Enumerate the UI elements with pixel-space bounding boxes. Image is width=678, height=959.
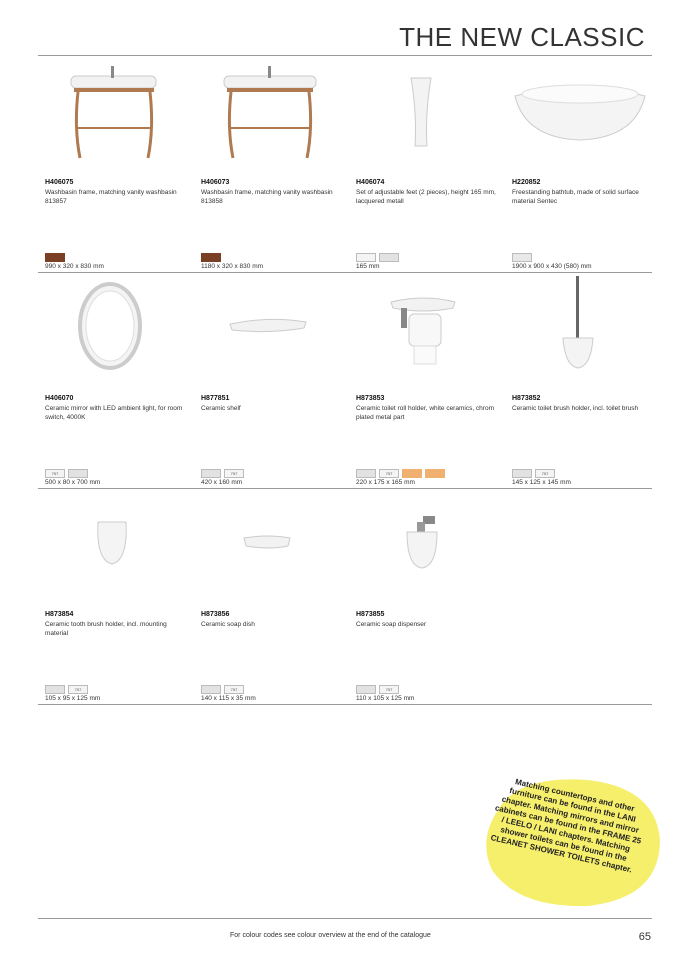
pedestal-foot-icon xyxy=(349,58,499,168)
colour-chip xyxy=(402,469,422,478)
colour-chip: 757 xyxy=(379,469,399,478)
page-title: THE NEW CLASSIC xyxy=(399,22,645,52)
colour-chip xyxy=(425,469,445,478)
colour-chips xyxy=(356,253,399,262)
product-description: Set of adjustable feet (2 pieces), height 165 mm, lacquered metall xyxy=(356,189,496,205)
product-description: Ceramic soap dispenser xyxy=(356,621,427,628)
washbasin-frame-icon xyxy=(38,58,188,168)
product-description: Ceramic toilet brush holder, incl. toilet brush xyxy=(512,405,639,412)
product-dimensions: 500 x 80 x 700 mm xyxy=(45,479,101,486)
product-dimensions: 420 x 160 mm xyxy=(201,479,243,486)
colour-chips xyxy=(201,685,244,694)
product-code: H406074 xyxy=(356,179,385,186)
product-dimensions: 145 x 125 x 145 mm xyxy=(512,479,571,486)
colour-chip: 757 xyxy=(535,469,555,478)
colour-chip xyxy=(356,253,376,262)
colour-chips xyxy=(45,253,65,262)
colour-chip xyxy=(201,685,221,694)
colour-chip xyxy=(45,253,65,262)
product-description: Freestanding bathtub, made of solid surface material Sentec xyxy=(512,189,639,205)
tooth-brush-holder-icon xyxy=(38,490,188,600)
colour-chips xyxy=(356,469,445,478)
product-dimensions: 165 mm xyxy=(356,263,380,270)
colour-chips xyxy=(512,253,532,262)
product-dimensions: 110 x 105 x 125 mm xyxy=(356,695,415,702)
colour-chip: 757 xyxy=(224,469,244,478)
product-code: H873853 xyxy=(356,395,385,402)
colour-chip xyxy=(201,469,221,478)
row-divider xyxy=(38,488,652,489)
product-description: Ceramic tooth brush holder, incl. mounting material xyxy=(45,621,167,637)
callout-text: Matching countertops and other furniture can be found in the LANI chapter. Matching mirrors and mirror cabinets can be found in the FRAME 25 / LEELO / LANI chapters. Matching shower toilets can be found in the CLEANET SHOWER TOILETS chapter. xyxy=(489,777,643,875)
toilet-roll-holder-icon xyxy=(349,274,499,384)
colour-chips xyxy=(356,685,399,694)
product-description: Ceramic mirror with LED ambient light, for room switch, 4000K xyxy=(45,405,183,421)
footer-note: For colour codes see colour overview at the end of the catalogue xyxy=(230,932,431,939)
row-divider xyxy=(38,704,652,705)
mirror-icon xyxy=(38,274,188,384)
product-dimensions: 220 x 175 x 165 mm xyxy=(356,479,415,486)
colour-chips xyxy=(201,469,244,478)
washbasin-frame-icon xyxy=(194,58,344,168)
product-description: Ceramic soap dish xyxy=(201,621,255,628)
colour-chip: 757 xyxy=(68,685,88,694)
colour-chip xyxy=(379,253,399,262)
colour-chip xyxy=(201,253,221,262)
product-code: H873855 xyxy=(356,611,385,618)
row-divider xyxy=(38,272,652,273)
header-divider xyxy=(38,55,652,56)
bathtub-icon xyxy=(505,58,655,168)
shelf-icon xyxy=(194,274,344,384)
product-dimensions: 1900 x 900 x 430 (580) mm xyxy=(512,263,592,270)
product-code: H873856 xyxy=(201,611,230,618)
colour-chip xyxy=(356,685,376,694)
colour-chips xyxy=(201,253,221,262)
product-code: H877851 xyxy=(201,395,230,402)
product-description: Ceramic shelf xyxy=(201,405,241,412)
colour-chip: 757 xyxy=(224,685,244,694)
colour-chip: 757 xyxy=(379,685,399,694)
colour-chip xyxy=(68,469,88,478)
colour-chip: 757 xyxy=(45,469,65,478)
product-dimensions: 140 x 115 x 35 mm xyxy=(201,695,256,702)
product-dimensions: 990 x 320 x 830 mm xyxy=(45,263,104,270)
toilet-brush-icon xyxy=(505,274,655,384)
colour-chip xyxy=(512,253,532,262)
colour-chips xyxy=(512,469,555,478)
product-dimensions: 1180 x 320 x 830 mm xyxy=(201,263,264,270)
colour-chip xyxy=(512,469,532,478)
product-code: H406075 xyxy=(45,179,74,186)
product-code: H873852 xyxy=(512,395,541,402)
colour-chips xyxy=(45,685,88,694)
product-code: H406070 xyxy=(45,395,74,402)
product-description: Ceramic toilet roll holder, white ceramics, chrom plated metal part xyxy=(356,405,494,421)
page-number: 65 xyxy=(638,931,651,943)
product-description: Washbasin frame, matching vanity washbasin 813857 xyxy=(45,189,177,205)
soap-dispenser-icon xyxy=(349,490,499,600)
colour-chip xyxy=(45,685,65,694)
soap-dish-icon xyxy=(194,490,344,600)
product-code: H873854 xyxy=(45,611,74,618)
colour-chip xyxy=(356,469,376,478)
product-code: H220852 xyxy=(512,179,541,186)
product-description: Washbasin frame, matching vanity washbasin 813858 xyxy=(201,189,333,205)
footer-divider xyxy=(38,918,652,919)
product-code: H406073 xyxy=(201,179,230,186)
product-dimensions: 105 x 95 x 125 mm xyxy=(45,695,101,702)
colour-chips xyxy=(45,469,88,478)
